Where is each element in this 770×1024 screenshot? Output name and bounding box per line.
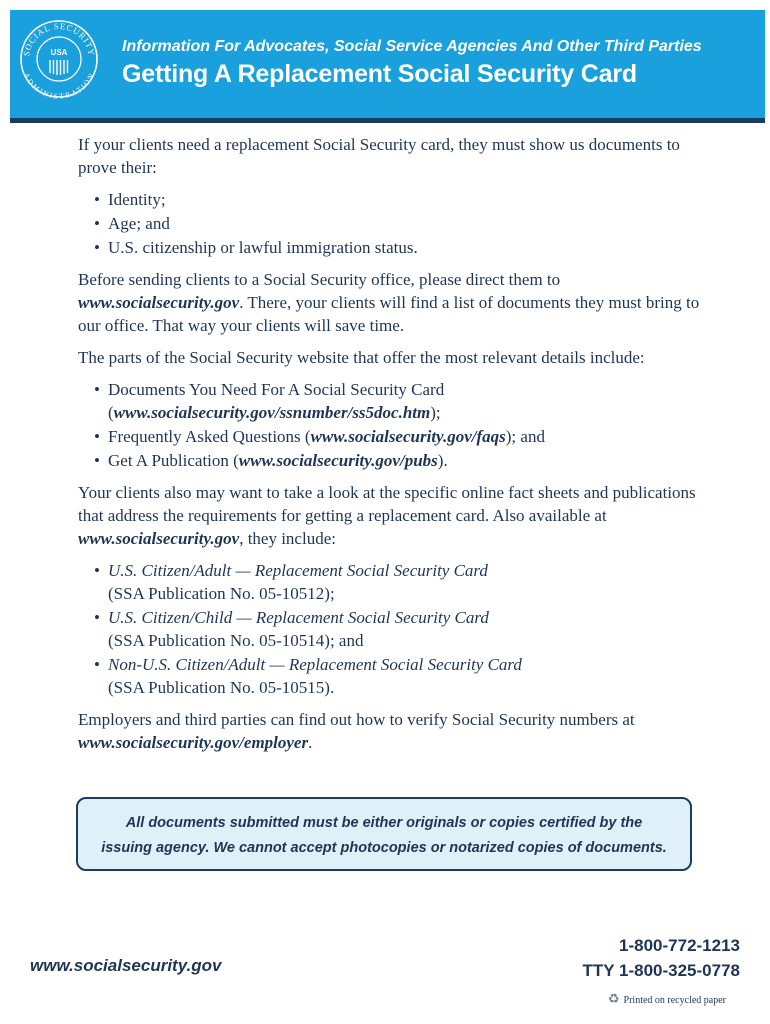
- intro-paragraph: If your clients need a replacement Social Security card, they must show us documents to prove their:: [78, 135, 680, 177]
- proof-item-age: • Age; and: [92, 212, 708, 235]
- phone-number[interactable]: 1-800-772-1213: [619, 936, 740, 955]
- publication-list: [78, 559, 708, 699]
- website-link[interactable]: www.socialsecurity.gov: [78, 293, 240, 312]
- header-rule: [10, 118, 765, 123]
- footer-phone-block: [582, 933, 740, 983]
- proof-list: [78, 188, 708, 259]
- footer-website-link[interactable]: www.socialsecurity.gov: [30, 956, 222, 975]
- main-content: [78, 133, 708, 763]
- publication-item: • U.S. Citizen/Child — Replacement Social Security Card (SSA Publication No. 05-10514); and: [92, 606, 708, 652]
- website-link-2[interactable]: www.socialsecurity.gov: [78, 529, 240, 548]
- recycled-note: ♻ Printed on recycled paper: [607, 991, 726, 1006]
- proof-item-identity: • Identity;: [92, 188, 708, 211]
- proof-item-citizenship: • U.S. citizenship or lawful immigration status.: [92, 236, 708, 259]
- employer-link[interactable]: www.socialsecurity.gov/employer: [78, 733, 309, 752]
- header-subtitle: Information For Advocates, Social Service Agencies And Other Third Parties: [122, 38, 702, 55]
- website-item-faqs: • Frequently Asked Questions (www.socialsecurity.gov/faqs); and: [92, 425, 708, 448]
- pubs-link[interactable]: www.socialsecurity.gov/pubs: [238, 451, 438, 470]
- ss5doc-link[interactable]: www.socialsecurity.gov/ssnumber/ss5doc.htm: [113, 403, 431, 422]
- employers-paragraph: Employers and third parties can find out how to verify Social Security numbers at www.socialsecurity.gov/employer.: [78, 710, 635, 752]
- ssa-seal-logo: [18, 18, 100, 100]
- notice-box: [76, 797, 692, 871]
- seal-bottom-text: ADMINISTRATION: [21, 71, 97, 100]
- fact-sheets-paragraph: Your clients also may want to take a look at the specific online fact sheets and publications that address the requirements for getting a replacement card. Also available at www.socialsecurity.gov, they include:: [78, 483, 696, 548]
- website-item-documents: • Documents You Need For A Social Security Card (www.socialsecurity.gov/ssnumber/ss5doc.htm);: [92, 378, 708, 424]
- website-item-pubs: • Get A Publication (www.socialsecurity.gov/pubs).: [92, 449, 708, 472]
- website-list: [78, 378, 708, 472]
- publication-item: • Non-U.S. Citizen/Adult — Replacement Social Security Card (SSA Publication No. 05-10515).: [92, 653, 708, 699]
- page-title: Getting A Replacement Social Security Card: [122, 60, 637, 88]
- seal-center-text: USA: [50, 48, 68, 57]
- notice-line-2: issuing agency. We cannot accept photocopies or notarized copies of documents.: [101, 840, 667, 856]
- notice-line-1: All documents submitted must be either originals or copies certified by the: [125, 815, 643, 831]
- publication-item: • U.S. Citizen/Adult — Replacement Social Security Card (SSA Publication No. 05-10512);: [92, 559, 708, 605]
- tty-number[interactable]: TTY 1-800-325-0778: [582, 961, 740, 980]
- before-sending-paragraph: Before sending clients to a Social Security office, please direct them to www.socialsecurity.gov. There, your clients will find a list of documents they must bring to our office. That way your clients will save time.: [78, 270, 700, 335]
- seal-top-text: SOCIAL SECURITY: [21, 20, 97, 57]
- recycle-icon: ♻: [607, 991, 620, 1006]
- seal-stripes-icon: [50, 60, 68, 75]
- faqs-link[interactable]: www.socialsecurity.gov/faqs: [310, 427, 506, 446]
- parts-intro: The parts of the Social Security website that offer the most relevant details include:: [78, 348, 645, 367]
